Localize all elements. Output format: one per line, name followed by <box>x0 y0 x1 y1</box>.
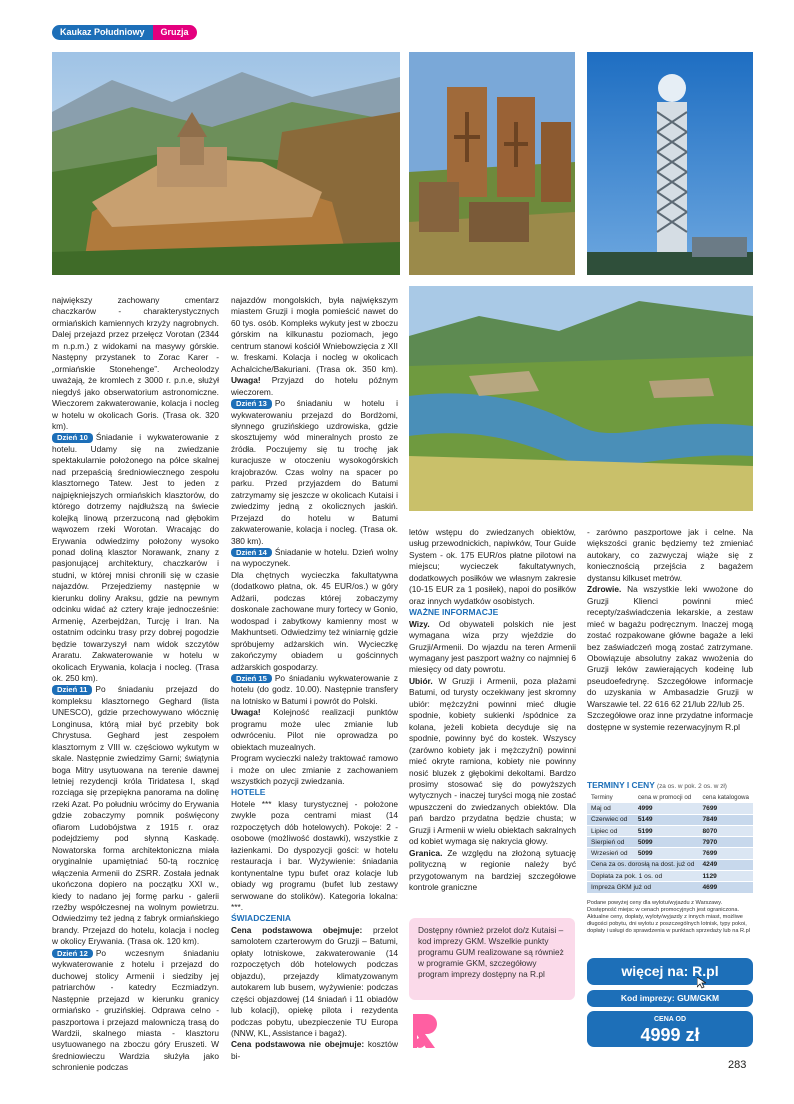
row-promo-price: 5149 <box>634 814 699 825</box>
day-14-badge: Dzień 14 <box>231 548 272 558</box>
row-catalog-price: 7699 <box>698 848 753 859</box>
program-note: Program wycieczki należy traktować ramowo i może on ulec zmianie z zachowaniem wszystkich pozycji zwiedzania. <box>231 753 398 787</box>
price-box <box>587 1011 753 1047</box>
column-4 <box>587 527 753 733</box>
photo-khachkars <box>409 52 575 275</box>
price-table <box>587 792 753 894</box>
day-11-text: Po śniadaniu przejazd do kompleksu klasztornego Geghard (lista UNESCO), gdzie przechowywano włócznię Longinusa, którą miał być przebity bok Chrystusa. Geghard jest zespołem klasztornym z VIII w. częściowo wykutym w skale. Następnie zwiedzimy Garni; świątynia boga Mitry usytuowana na terenie dawnej letniej rezydencji króla Tiridatesa I, skąd rozciąga się przepiękna panorama na dolinę rzeki Azat. Po południu wrócimy do Erywania gdzie zobaczymy pomnik poświęcony ofiarom Ludobójstwa z 1915 r. oraz podejdziemy pod słynną Kaskadę. Nowatorska forma architektoniczna miała oryginalnie upamiętniać 50-tą rocznicę włączenia Armenii do ZSRR. Została jednak ukończona dopiero na początku XXI w., kiedy to nadano jej formę parku - galerii rzeźby współczesnej na wolnym powietrzu. Odwiedzimy też jedną z fabryk ormiańskiego brandy. Przejazd do hotelu, kolacja i nocleg w okolicy Erywania. (Trasa ok. 120 km). <box>52 684 219 947</box>
row-catalog-price: 7849 <box>698 814 753 825</box>
border-text-continued: - zarówno paszportowe jak i celne. Na większości granic będziemy też zmieniać autokary, co zazwyczaj wiąże się z koniecznością przejścia z bagażem dystansu kilkuset metrów. <box>587 527 753 583</box>
hotels-heading: HOTELE <box>231 787 266 798</box>
day-11-badge: Dzień 11 <box>52 685 92 695</box>
region-tag <box>52 25 197 39</box>
includes-label: Cena podstawowa obejmuje: <box>231 924 363 935</box>
page-number: 283 <box>728 1059 747 1071</box>
row-term: Lipiec od <box>587 825 634 836</box>
row-promo-price: 5099 <box>634 848 699 859</box>
photo-tatev-monastery <box>52 52 400 275</box>
more-info-text: Szczegółowe oraz inne przydatne informacje dostępne w systemie rezerwacyjnym R.pl <box>587 710 753 732</box>
table-row <box>587 825 753 836</box>
day-10-badge: Dzień 10 <box>52 433 93 443</box>
row-catalog-price: 7699 <box>698 803 753 814</box>
terms-subtitle: (za os. w pok. 2 os. w zł) <box>656 783 727 790</box>
day-12-text: Po wczesnym śniadaniu wykwaterowanie z hotelu i przejazd do duchowej stolicy Armenii i siedziby jej patriarchów - katedry Eczmiadzyn. Następnie przejazd w kierunku granicy ormiańsko - gruzińskiej. Odprawa celno - paszportowa i przejazd malowniczą trasą do Wardzii, skalnego miasta - klasztoru usytuowanego na zboczu góry Eruszeti. W średniowieczu Wardzia służyła jako schronienie podczas <box>52 947 219 1073</box>
table-row <box>587 882 753 893</box>
header-terms: Terminy <box>587 792 634 803</box>
row-promo-price: 5199 <box>634 825 699 836</box>
note-label: Uwaga! <box>231 707 261 718</box>
photo-alphabet-tower <box>587 52 753 275</box>
includes-text: przelot samolotem czarterowym do Gruzji – Batumi, opłaty lotniskowe, zakwaterowanie (14 rozpoczętych dób hotelowych podczas objazdu), przejazdy klimatyzowanym autokarem lub busem, wyżywienie: podczas części objazdowej (14 śniadań i 11 obiadów lub kolacji), opiekę pilota i rezydenta podczas pobytu, ubezpieczenie TU Europa (NNW, KL, Assistance i bagaż). <box>231 924 399 1038</box>
border-text: Ze względu na złożoną sytuację polityczną w regionie należy być przygotowanym na bardziej szczegółowe kontrole graniczne <box>409 847 576 893</box>
health-text: Na wszystkie leki wwożone do Gruzji Klienci powinni mieć recepty/zaświadczenia lekarskie, a zestaw mieć w bagażu podręcznym. Inaczej mogą zostać rozpakowane główne bagaże a leki bez zaświadczeń mogą zostać zatrzymane. Obowiązuje absolutny zakaz wwożenia do Gruzji leków zawierających kodeinę lub pseudoefedrynę. Szczegółowe informacje do uzyskania w Ambasadzie Gruzji w Warszawie tel. 22 616 62 21/lub 22/lub 25. <box>587 584 753 709</box>
extra-label: Impreza GKM już od <box>587 882 698 893</box>
day-12-continued: najazdów mongolskich, była największym miastem Gruzji i mogła pomieścić nawet do 60 tys. osób. Kompleks wykuty jest w zboczu górskim na kilkunastu poziomach, jego centrum stanowi kościół Wniebowzięcia z XII w. freskami. Kolacja i nocleg w okolicach Achalciche/Bakuriani. (Trasa ok. 350 km). <box>231 295 398 374</box>
price-label: CENA OD <box>653 1016 687 1023</box>
price-value: 4999 zł <box>640 1025 700 1045</box>
column-2 <box>231 295 398 1062</box>
extra-label: Cena za os. dorosłą na dost. już od <box>587 859 698 870</box>
visa-text: Od obywateli polskich nie jest wymagana wiza przy wjeździe do Gruzji/Armenii. Do wjazdu na teren Armenii wymagany jest paszport ważny co najmniej 6 miesięcy od daty powrotu. <box>409 618 576 675</box>
table-row <box>587 814 753 825</box>
table-row <box>587 837 753 848</box>
day-14-text: Śniadanie w hotelu. Dzień wolny na wypoczynek. <box>231 546 398 569</box>
tour-code: Kod imprezy: GUM/GKM <box>587 990 753 1007</box>
health-label: Zdrowie. <box>587 584 622 595</box>
dress-text: W Gruzji i Armenii, poza plażami Batumi, od turysty oczekiwany jest skromny ubiór: mężczyźni powinni mieć długie spodnie, kobiety sukienki /spódnice za kolana, jeżeli kobieta decyduje się na spodnie, powinny być do kostek. Wszyscy (zarówno kobiety jak i mężczyźni) powinni mieć okryte ramiona, kobiety nie powinny nosić bluzek z głębokimi dekoltami. Bardzo prosimy stosować się do powyższych wytycznych - inaczej turyści mogą nie zostać wpuszczeni do zwiedzanych obiektów. Dla pań bardzo przydatna będzie chusta; w Gruzji i Armenii w wielu obiektach sakralnych od kobiet wymaga się nakrycia głowy. <box>409 675 576 847</box>
warning-label: Uwaga! <box>231 375 261 386</box>
country-label: Gruzja <box>153 25 197 40</box>
important-info-heading: WAŻNE INFORMACJE <box>409 607 499 618</box>
paragraph-day9-end: największy zachowany cmentarz chaczkarów - charakterystycznych ormiańskich kamiennych krzyży nagrobnych. Dalej przejazd przez przełęcz Vorotan (2344 m n.p.m.) z widokami na masywy górskie. Następny przystanek to Zorac Karer - „ormiańskie Stonehenge”. Archeolodzy uważają, że kromlech z 3000 r. p.n.e, służył niegdyś jako obserwatorium astronomiczne. Wieczorem zakwaterowanie, kolacja i nocleg w hotelu w okolicach Goris. (Trasa ok. 320 km). <box>52 295 219 431</box>
row-term: Czerwiec od <box>587 814 634 825</box>
day-13-text: Po śniadaniu w hotelu i wykwaterowaniu przejazd do Bordżomi, słynnego gruzińskiego uzdrowiska, gdzie skosztujemy wód mineralnych prosto ze źródła. Poczujemy się tu trochę jak kuracjusze w otoczeniu wysokogórskich krajobrazów. Czas wolny na spacer po parku. Przed przyjazdem do Batumi zatrzymamy się jeszcze w okolicach Kutaisi i zwiedzimy jedną z okolicznych jaskiń. Przejazd do hotelu w Batumi zakwaterowanie, kolacja i nocleg. (Trasa ok. 380 km). <box>231 398 398 546</box>
row-term: Wrzesień od <box>587 848 634 859</box>
row-catalog-price: 8070 <box>698 825 753 836</box>
excludes-text-end: letów wstępu do zwiedzanych obiektów, usług przewodnickich, napiwków, Tour Guide System - ok. 175 EUR/os płatne pilotowi na miejscu; wycieczek fakultatywnych, dodatkowych posiłków we własnym zakresie (10-15 EUR za 1 posiłek), napoi do posiłków oraz innych wydatków osobistych. <box>409 527 576 606</box>
visa-label: Wizy. <box>409 618 430 629</box>
price-table-header <box>587 792 753 803</box>
table-row <box>587 848 753 859</box>
price-note: Podane powyżej ceny dla wylotu/wyjazdu z Warszawy. Dostępność miejsc w cenach promocyjnych jest ograniczona. Aktualne ceny, dopłaty, wyloty/wyjazdy z innych miast, możliwe długości pobytu, dni wylotu z poszczególnych lotnisk, typy pokoi, dopłaty i usługi do sprawdzenia w punktach sprzedaży lub na R.pl <box>587 899 750 935</box>
excludes-label: Cena podstawowa nie obejmuje: <box>231 1039 365 1050</box>
table-row <box>587 803 753 814</box>
terms-and-prices <box>587 780 753 936</box>
region-label: Kaukaz Południowy <box>52 25 153 40</box>
hotels-text: Hotele *** klasy turystycznej - położone zwykle poza centrami miast (14 rozpoczętych dób hotelowych). Pokoje: 2 - osobowe (możliwość dostawki), wszystkie z łazienkami. Do dyspozycji gości: w hotelu restauracja i bar. Wyżywienie: śniadania kontynentalne typu bufet oraz kolacje lub obiady wg programu (bufet lub zestawy serwowane do stolików). Kategoria lokalna: ***. <box>231 798 398 913</box>
row-catalog-price: 7970 <box>698 837 753 848</box>
warning-text: Przyjazd do hotelu późnym wieczorem. <box>231 375 398 397</box>
row-promo-price: 4999 <box>634 803 699 814</box>
table-row <box>587 859 753 870</box>
dress-label: Ubiór. <box>409 675 433 686</box>
row-promo-price: 5099 <box>634 837 699 848</box>
services-heading: ŚWIADCZENIA <box>231 913 291 924</box>
header-catalog: cena katalogowa <box>698 792 753 803</box>
day-15-badge: Dzień 15 <box>231 674 272 684</box>
photo-river-valley <box>409 286 753 511</box>
header-promo: cena w promocji od <box>634 792 699 803</box>
note-text: Kolejność realizacji punktów programu może ulec zmianie lub odwróceniu. Pilot nie oprowadza po obiektach muzealnych. <box>231 707 398 752</box>
extra-value: 4699 <box>698 882 753 893</box>
r-logo <box>409 1010 441 1050</box>
excludes-text-start: kosztów bi- <box>231 1039 398 1061</box>
day-10-text: Śniadanie i wykwaterowanie z hotelu. Udamy się na zwiedzanie spektakularnie położonego na półce skalnej nad przepaścią średniowiecznego zespołu klasztornego Tatew. Jest to jeden z najpiękniejszych ormiańskich klasztorów, do którego dotrzemy najdłuższą na świecie kolejką linową przerzuconą nad głębokim wąwozem rzeki Worotan. Wracając do Erywania odwiedzimy położony wysoko ponad doliną klasztor Norawank, znany z pasjonującej architektury, chaczkarów i studni, w której mnisi chronili się w czasie najazdów. Przejedziemy następnie w kierunku doliny Araksu, gdzie na pewnym odcinku widać aż cztery kraje jednocześnie: Armenię, Azerbejdżan, Turcję i Iran. Na ostatnim odcinku trasy przy dobrej pogodzie będzie towarzyszył nam widok szczytów Araratu. Zakwaterowanie w hotelu w okolicach Erywania, kolacja i nocleg. (Trasa ok. 250 km). <box>52 432 219 683</box>
day-15-text: Po śniadaniu wykwaterowanie z hotelu (do godz. 10.00). Następnie transfery na lotnisko w Batumi i powrót do Polski. <box>231 672 398 706</box>
column-1 <box>52 295 219 1074</box>
row-term: Maj od <box>587 803 634 814</box>
table-row <box>587 871 753 882</box>
extra-label: Dopłata za pok. 1 os. od <box>587 871 698 882</box>
column-3 <box>409 527 576 894</box>
terms-title-text: TERMINY I CENY <box>587 780 655 790</box>
day-14-excursion: Dla chętnych wycieczka fakultatywna (dodatkowo płatna, ok. 45 EUR/os.) w góry Adżarii, podczas której zobaczymy doskonale zachowane mury fortecy w Gonio, wodospad i zabytkowy kamienny most w Makhuntseti. Odwiedzimy też winiarnię gdzie spróbujemy adżarskich win. Wycieczkę zakończymy obiadem u gościnnych adżarskich gospodarzy. <box>231 569 398 672</box>
border-label: Granica. <box>409 847 443 858</box>
extra-value: 4249 <box>698 859 753 870</box>
extra-value: 1129 <box>698 871 753 882</box>
day-13-badge: Dzień 13 <box>231 399 272 409</box>
more-info-button[interactable]: więcej na: R.pl <box>587 958 753 985</box>
terms-title <box>587 780 753 790</box>
gkm-info-box: Dostępny również przelot do/z Kutaisi – kod imprezy GKM. Wszelkie punkty programu GUM realizowane są również w programie GKM, szczegółowy program imprezy dostępny na R.pl <box>409 918 575 1000</box>
day-12-badge: Dzień 12 <box>52 949 93 959</box>
row-term: Sierpień od <box>587 837 634 848</box>
